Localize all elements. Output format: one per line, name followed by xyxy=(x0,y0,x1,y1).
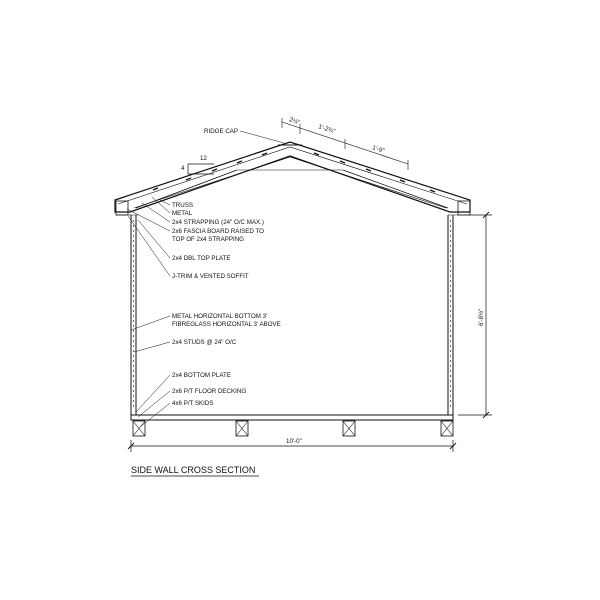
roof-profile xyxy=(115,142,470,212)
callout-strapping: 2x4 STRAPPING (24" O/C MAX.) xyxy=(172,219,264,226)
callout-fascia-line-1: 2x6 FASCIA BOARD RAISED TO xyxy=(172,228,264,235)
floor-decking xyxy=(131,415,453,420)
strap-spacing-2-label: 1'-9" xyxy=(371,144,386,155)
fascia-left xyxy=(116,201,128,215)
strap-spacing-dimension xyxy=(282,116,408,170)
callout-floor-decking: 2x6 P/T FLOOR DECKING xyxy=(172,388,247,395)
width-dimension xyxy=(128,438,456,452)
callout-truss: TRUSS xyxy=(172,202,193,209)
skid-right xyxy=(441,421,453,436)
callout-ridge-cap: RIDGE CAP xyxy=(204,128,239,135)
skid-center-left xyxy=(236,421,248,436)
floor-system xyxy=(131,415,453,436)
callout-soffit: J-TRIM & VENTED SOFFIT xyxy=(172,273,249,280)
wall-height-label: 6'-8½" xyxy=(478,308,485,326)
callout-skids: 4x6 P/T SKIDS xyxy=(172,400,214,407)
skid-center-right xyxy=(343,421,355,436)
drawing-title-block xyxy=(131,465,259,476)
callout-metal: METAL xyxy=(172,210,193,217)
callout-siding-line-2: FIBREGLASS HORIZONTAL 3' ABOVE xyxy=(172,321,281,328)
pitch-rise: 4 xyxy=(181,165,185,172)
strap-spacing-1-label: 1'-2¾" xyxy=(317,123,337,136)
callout-studs: 2x4 STUDS @ 24" O/C xyxy=(172,339,237,346)
callout-fascia-line-2: TOP OF 2x4 STRAPPING xyxy=(172,236,244,243)
callout-siding-line-1: METAL HORIZONTAL BOTTOM 3' xyxy=(172,313,268,320)
roof-pitch-indicator xyxy=(181,155,214,174)
pitch-run: 12 xyxy=(200,155,207,162)
skid-left xyxy=(133,421,145,436)
callout-top-plate: 2x4 DBL TOP PLATE xyxy=(172,255,231,262)
width-label: 10'-0" xyxy=(286,438,302,445)
callout-bottom-plate: 2x4 BOTTOM PLATE xyxy=(172,372,231,379)
wall-height-dimension xyxy=(458,212,492,418)
callouts xyxy=(127,128,284,427)
strap-offset-label: 2½" xyxy=(288,116,301,127)
drawing-title: SIDE WALL CROSS SECTION xyxy=(131,465,256,475)
